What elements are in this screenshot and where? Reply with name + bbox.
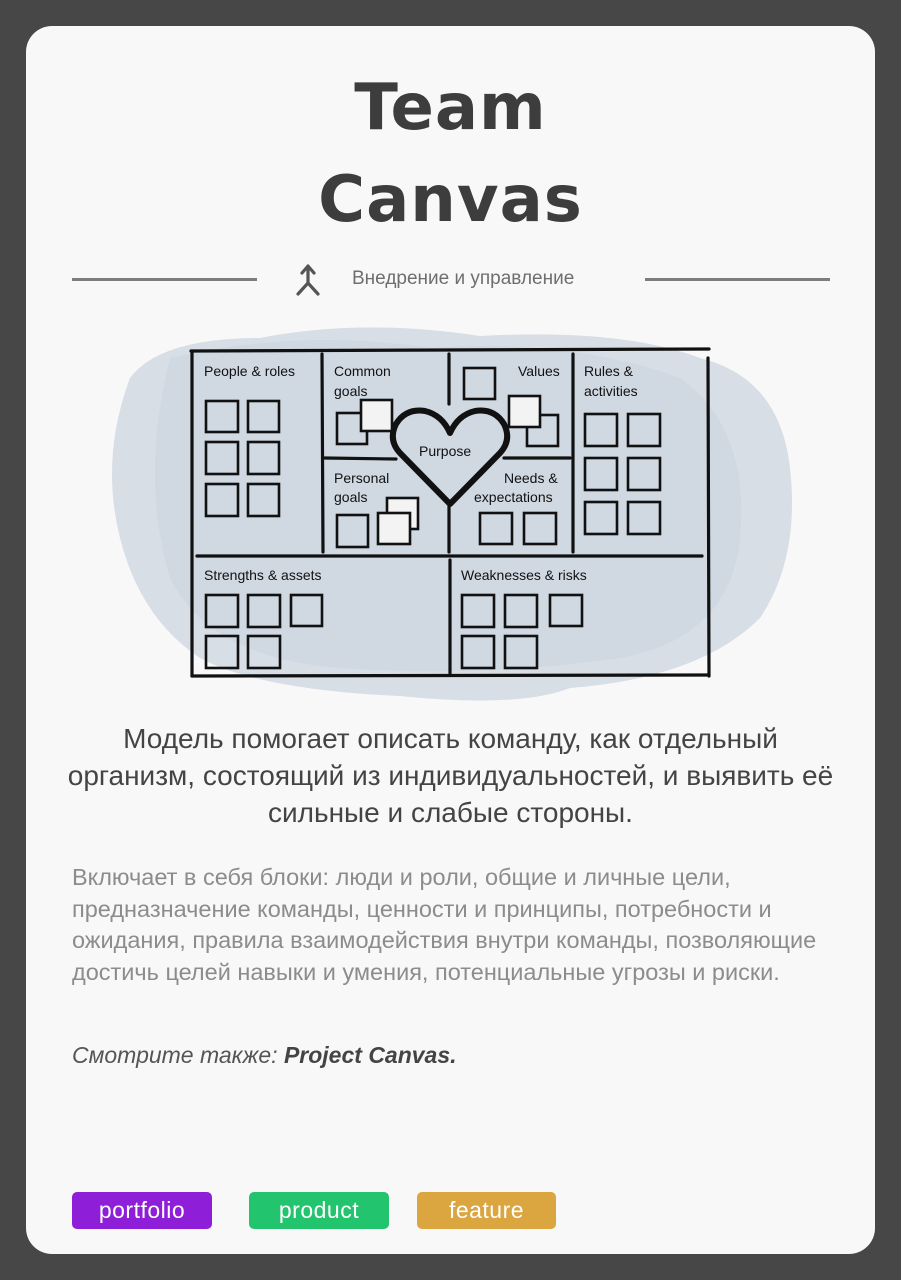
category-label: Внедрение и управление [352, 268, 575, 289]
label-needs-2: expectations [474, 489, 553, 505]
merge-arrow-icon [293, 263, 323, 297]
label-common-goals-1: Common [334, 363, 391, 379]
label-strengths: Strengths & assets [204, 567, 322, 583]
label-people-roles: People & roles [204, 363, 296, 379]
see-also [72, 1040, 832, 1070]
label-personal-goals-1: Personal [334, 470, 390, 486]
see-also-label: Смотрите также: [72, 1042, 278, 1068]
team-canvas-illustration [100, 318, 800, 714]
label-needs-1: Needs & [504, 470, 558, 486]
divider-left [72, 278, 257, 281]
label-common-goals-2: goals [334, 383, 368, 399]
tag-portfolio[interactable]: portfolio [72, 1192, 212, 1229]
title-line-2: Canvas [318, 163, 583, 237]
tag-feature[interactable]: feature [417, 1192, 556, 1229]
lead-text: Модель помогает описать команду, как отдельный организм, состоящий из индивидуальностей, и выявить её сильные и слабые стороны. [67, 723, 834, 828]
label-values: Values [518, 363, 560, 379]
label-personal-goals-2: goals [334, 489, 368, 505]
divider-right [645, 278, 830, 281]
tag-product[interactable]: product [249, 1192, 389, 1229]
page-title [0, 62, 901, 246]
label-rules-1: Rules & [584, 363, 634, 379]
description-text: Включает в себя блоки: люди и роли, общие и личные цели, предназначение команды, ценности и принципы, потребности и ожидания, правила взаимодействия внутри команды, позволяющие достичь целей навыки и умения, потенциальные угрозы и риски. [72, 864, 817, 985]
label-rules-2: activities [584, 383, 638, 399]
label-weaknesses: Weaknesses & risks [461, 567, 587, 583]
label-purpose: Purpose [419, 443, 472, 459]
title-line-1: Team [354, 71, 547, 145]
see-also-link[interactable]: Project Canvas. [283, 1042, 457, 1068]
